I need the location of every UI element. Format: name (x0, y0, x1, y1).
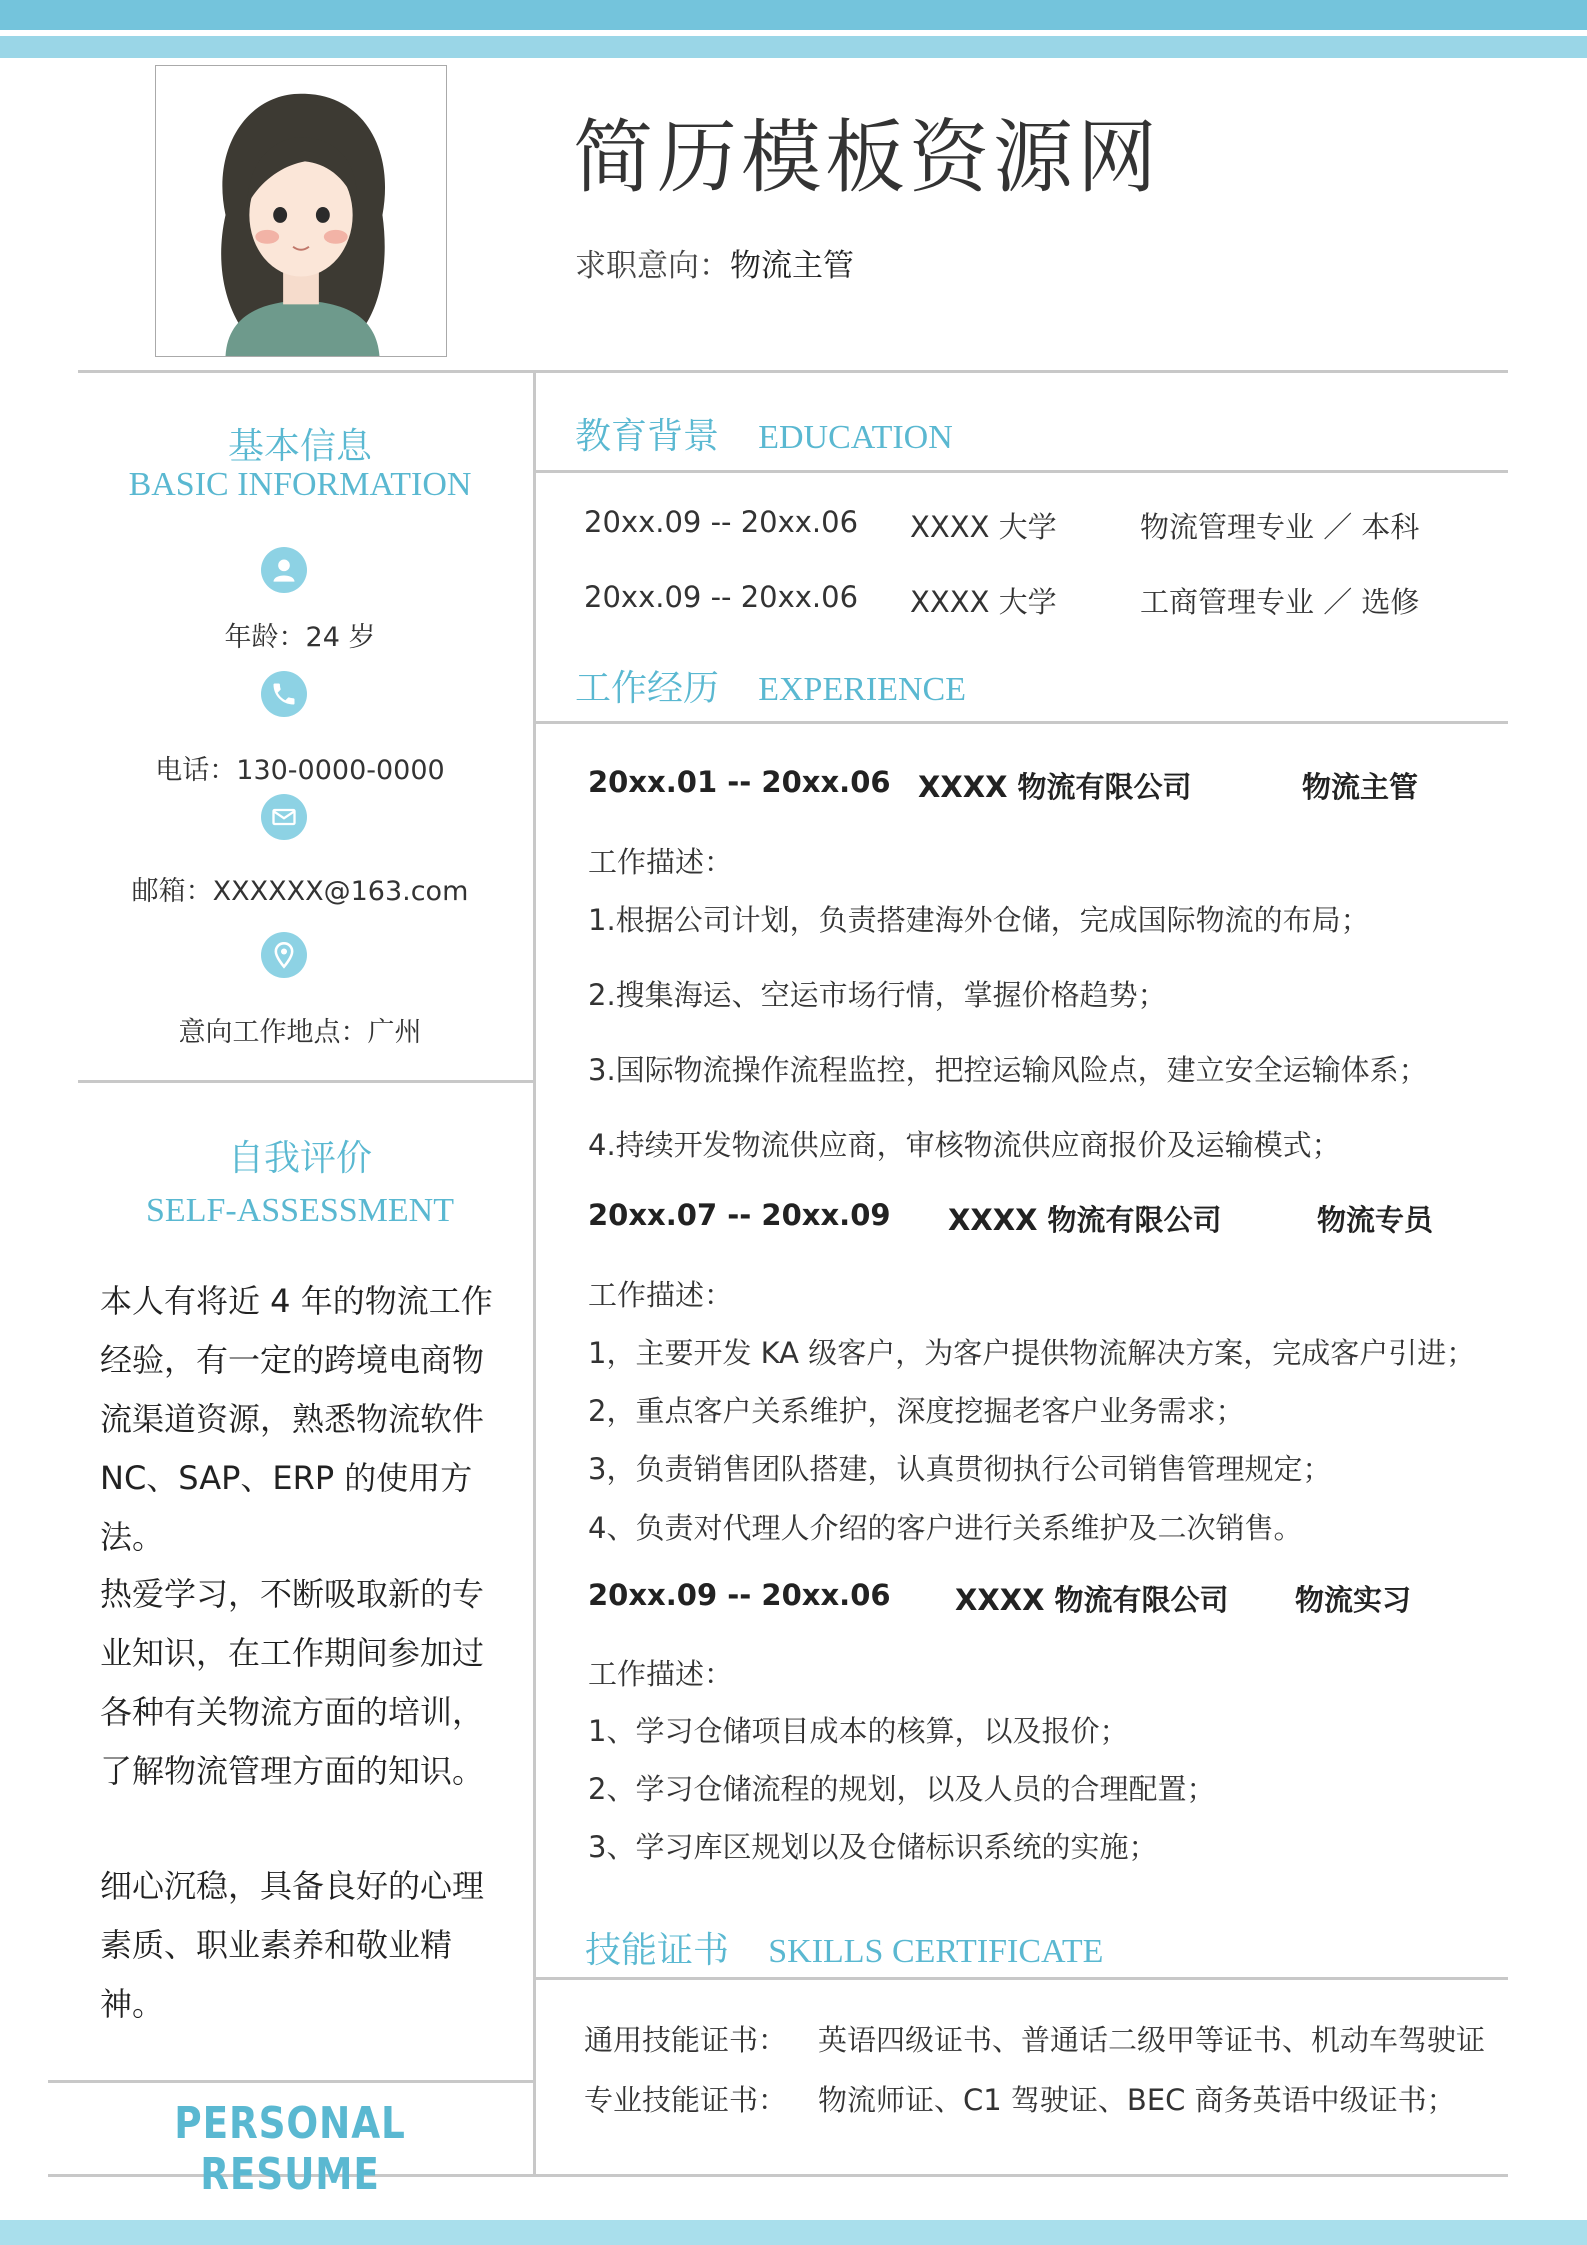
self-line: 各种有关物流方面的培训， (100, 1693, 485, 1731)
general-skills-label: 通用技能证书： (584, 2023, 788, 2057)
pro-skills-label: 专业技能证书： (584, 2083, 788, 2117)
self-line: 经验，有一定的跨境电商物 (100, 1341, 485, 1379)
avatar-photo (155, 65, 447, 357)
job-desc-item: 3，负责销售团队搭建，认真贯彻执行公司销售管理规定； (588, 1452, 1332, 1486)
age-text: 年龄：24 岁 (224, 622, 376, 653)
education-title-cn: 教育背景 (575, 416, 720, 457)
job-company: XXXX 物流有限公司 (948, 1203, 1222, 1237)
job-desc-item: 2、学习仓储流程的规划，以及人员的合理配置； (588, 1772, 1216, 1806)
self-line: 了解物流管理方面的知识。 (100, 1752, 485, 1790)
self-line: 业知识，在工作期间参加过 (100, 1634, 485, 1672)
skills-heading (585, 1922, 1103, 1973)
job-company: XXXX 物流有限公司 (955, 1583, 1229, 1617)
experience-title-cn: 工作经历 (575, 668, 720, 709)
job-period: 20xx.07 -- 20xx.09 (588, 1198, 891, 1232)
job-desc-item: 3.国际物流操作流程监控，把控运输风险点，建立安全运输体系； (588, 1053, 1428, 1087)
education-school: XXXX 大学 (910, 585, 1057, 619)
job-intent-label: 求职意向： (575, 248, 730, 284)
self-assessment-paragraph-3 (100, 1857, 510, 2034)
job-period: 20xx.09 -- 20xx.06 (588, 1578, 891, 1612)
job-desc-item: 1、学习仓储项目成本的核算，以及报价； (588, 1714, 1129, 1748)
basic-info-title-en: BASIC INFORMATION (128, 466, 472, 503)
job-role: 物流实习 (1295, 1583, 1412, 1617)
top-band (0, 0, 1587, 30)
education-divider (536, 470, 1508, 473)
self-assessment-paragraph-1 (100, 1272, 510, 1567)
experience-heading (575, 660, 966, 711)
general-skills-value: 英语四级证书、普通话二级甲等证书、机动车驾驶证 (818, 2023, 1486, 2057)
self-line: 流渠道资源，熟悉物流软件 (100, 1400, 485, 1438)
job-desc-item: 4、负责对代理人介绍的客户进行关系维护及二次销售。 (588, 1511, 1303, 1545)
education-major: 物流管理专业 ／ 本科 (1140, 510, 1420, 544)
user-icon (261, 547, 307, 593)
job-desc-item: 1，主要开发 KA 级客户，为客户提供物流解决方案，完成客户引进； (588, 1336, 1476, 1370)
education-period: 20xx.09 -- 20xx.06 (584, 505, 859, 539)
location-text: 意向工作地点：广州 (178, 1017, 422, 1048)
experience-title-en: EXPERIENCE (758, 671, 967, 708)
page-title: 简历模板资源网 (573, 111, 1161, 204)
skills-divider (536, 1977, 1508, 1980)
self-line: NC、SAP、ERP 的使用方法。 (100, 1459, 473, 1556)
self-assessment-title-cn: 自我评价 (227, 1138, 372, 1179)
left-divider-2 (48, 2080, 533, 2083)
bottom-band (0, 2220, 1587, 2245)
self-line: 细心沉稳，具备良好的心理 (100, 1867, 485, 1905)
mail-icon (261, 794, 307, 840)
personal-resume-label: PERSONAL RESUME (174, 2098, 406, 2200)
pro-skills-value: 物流师证、C1 驾驶证、BEC 商务英语中级证书； (818, 2083, 1456, 2117)
self-line: 素质、职业素养和敬业精神。 (100, 1926, 453, 2023)
location-pin-icon (261, 932, 307, 978)
job-intent (575, 248, 854, 285)
job-desc-label: 工作描述： (588, 845, 734, 879)
education-major: 工商管理专业 ／ 选修 (1140, 585, 1420, 619)
job-desc-label: 工作描述： (588, 1278, 734, 1312)
self-line: 热爱学习，不断吸取新的专 (100, 1575, 485, 1613)
job-role: 物流主管 (1302, 770, 1419, 804)
experience-divider (536, 721, 1508, 724)
avatar-illustration (156, 66, 446, 356)
job-intent-value: 物流主管 (730, 248, 854, 284)
job-desc-item: 1.根据公司计划，负责搭建海外仓储，完成国际物流的布局； (588, 903, 1370, 937)
job-desc-item: 3、学习库区规划以及仓储标识系统的实施； (588, 1830, 1158, 1864)
job-period: 20xx.01 -- 20xx.06 (588, 765, 891, 799)
self-line: 本人有将近 4 年的物流工作 (100, 1282, 493, 1320)
job-role: 物流专员 (1317, 1203, 1434, 1237)
job-company: XXXX 物流有限公司 (918, 770, 1192, 804)
education-period: 20xx.09 -- 20xx.06 (584, 580, 859, 614)
header-divider (78, 370, 1508, 373)
education-heading (575, 408, 953, 459)
left-divider-1 (78, 1080, 533, 1083)
job-desc-item: 2，重点客户关系维护，深度挖掘老客户业务需求； (588, 1394, 1245, 1428)
top-band-secondary (0, 36, 1587, 58)
basic-info-title-cn: 基本信息 (227, 426, 372, 467)
education-school: XXXX 大学 (910, 510, 1057, 544)
job-desc-item: 2.搜集海运、空运市场行情，掌握价格趋势； (588, 978, 1167, 1012)
column-divider (533, 372, 536, 2176)
self-assessment-paragraph-2 (100, 1565, 510, 1801)
self-assessment-title-en: SELF-ASSESSMENT (146, 1192, 454, 1229)
phone-icon (261, 671, 307, 717)
job-desc-label: 工作描述： (588, 1657, 734, 1691)
skills-title-cn: 技能证书 (585, 1930, 730, 1971)
education-title-en: EDUCATION (758, 419, 953, 456)
email-text: 邮箱：XXXXXX@163.com (131, 876, 469, 907)
skills-title-en: SKILLS CERTIFICATE (768, 1933, 1104, 1970)
job-desc-item: 4.持续开发物流供应商，审核物流供应商报价及运输模式； (588, 1128, 1341, 1162)
phone-text: 电话：130-0000-0000 (155, 755, 445, 786)
